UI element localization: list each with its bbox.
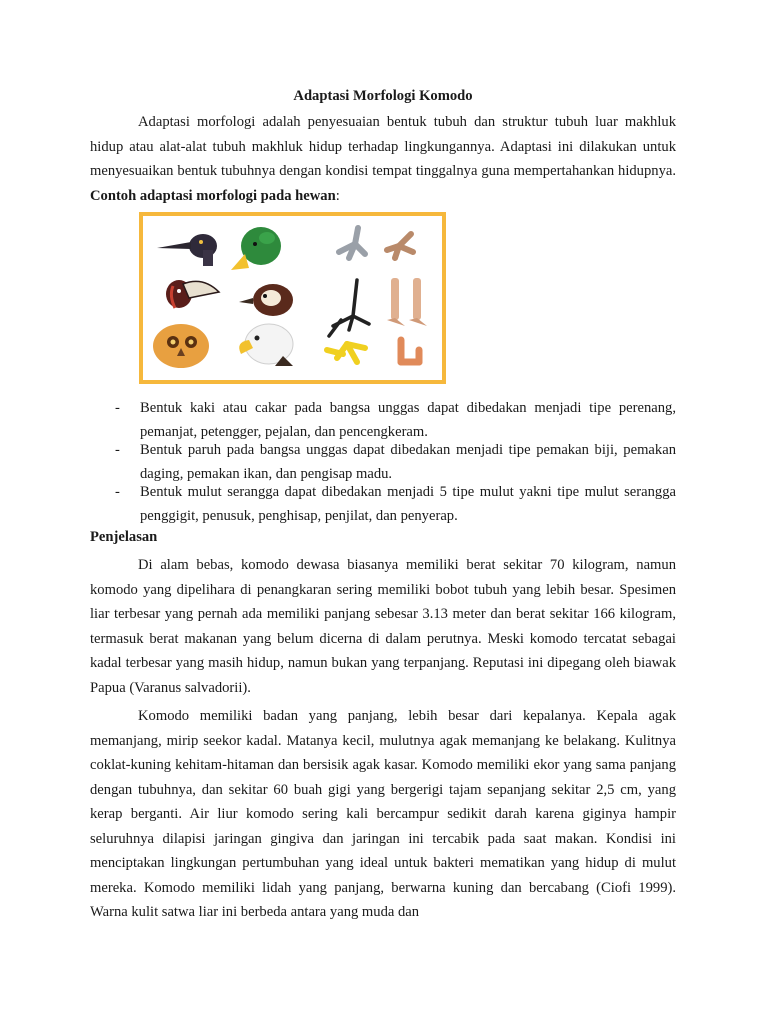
document-title: Adaptasi Morfologi Komodo <box>293 88 473 104</box>
intro-bold-text: Contoh adaptasi morfologi pada hewan <box>90 187 336 204</box>
duck-head-icon <box>231 227 281 270</box>
climbing-foot-icon <box>401 340 419 362</box>
body-paragraph-2 <box>90 704 676 925</box>
bullet-item <box>115 480 676 528</box>
talon-foot-icon <box>327 344 365 362</box>
bird-adaptation-illustration <box>143 216 442 380</box>
hornbill-head-icon <box>166 280 219 308</box>
perching-foot-icon <box>387 234 413 258</box>
bullet-dash: - <box>115 442 120 458</box>
heron-head-icon <box>157 234 217 266</box>
bullet-dash: - <box>115 400 120 416</box>
bullet-text: Bentuk paruh pada bangsa unggas dapat dibedakan menjadi tipe pemakan biji, pemakan daging, pemakan ikan, dan pengisap madu. <box>140 442 676 482</box>
running-leg-icon <box>387 278 427 326</box>
intro-text: Adaptasi morfologi adalah penyesuaian bentuk tubuh dan struktur tubuh luar makhluk hidup atau alat-alat tubuh makhluk hidup terhadap lingkungannya. Adaptasi ini dilakukan untuk menyesuaikan bentuk tubuhnya dengan kondisi tempat tinggalnya guna mempertahankan hidupnya. <box>90 114 676 179</box>
bird-adaptation-figure <box>139 212 446 384</box>
body-paragraph-2-text: Komodo memiliki badan yang panjang, lebih besar dari kepalanya. Kepala agak memanjang, mirip seekor kadal. Matanya kecil, mulutnya agak memanjang ke belakang. Kulitnya coklat-kuning kehitam-hitaman dan bersisik agak kasar. Komodo memiliki ekor yang sama panjang dengan tubuhnya, dan sekitar 60 buah gigi yang bergerigi tajam sepanjang sekitar 2,5 cm, yang kerap berganti. Air liur komodo sering kali bercampur sedikit darah karena giginya hampir seluruhnya dilapisi jaringan gingiva dan jaringan ini tercabik pada saat makan. Kondisi ini menciptakan lingkungan pertumbuhan yang ideal untuk bakteri mematikan yang hidup di mulut mereka. Komodo memiliki lidah yang panjang, berwarna kuning dan bercabang (Ciofi 1999). Warna kulit satwa liar ini berbeda antara yang muda dan <box>90 708 676 920</box>
pheasant-head-icon <box>239 284 293 316</box>
body-paragraph-1 <box>90 553 676 700</box>
intro-end: : <box>335 187 340 204</box>
bullet-text: Bentuk mulut serangga dapat dibedakan menjadi 5 tipe mulut yakni tipe mulut serangga penggigit, penusuk, penghisap, penjilat, dan penyerap. <box>140 484 676 524</box>
webbed-foot-icon <box>339 228 365 258</box>
eagle-head-icon <box>239 324 293 366</box>
intro-paragraph <box>90 110 676 208</box>
bullet-item <box>115 396 676 444</box>
bullet-dash: - <box>115 484 120 500</box>
wading-leg-icon <box>329 280 369 336</box>
body-paragraph-1-text: Di alam bebas, komodo dewasa biasanya memiliki berat sekitar 70 kilogram, namun komodo yang dipelihara di penangkaran sering memiliki bobot tubuh yang lebih besar. Spesimen liar terbesar yang pernah ada memiliki panjang sebesar 3.13 meter dan berat sekitar 166 kilogram, termasuk berat makanan yang belum dicerna di dalam perutnya. Meski komodo tercatat sebagai kadal terbesar yang masih hidup, namun bukan yang terpanjang. Reputasi ini dipegang oleh biawak Papua (Varanus salvadorii). <box>90 557 676 696</box>
section-heading: Penjelasan <box>90 529 158 545</box>
bullet-item <box>115 438 676 486</box>
owl-head-icon <box>153 324 209 368</box>
bullet-text: Bentuk kaki atau cakar pada bangsa unggas dapat dibedakan menjadi tipe perenang, pemanjat, petengger, pejalan, dan pencengkeram. <box>140 400 676 440</box>
